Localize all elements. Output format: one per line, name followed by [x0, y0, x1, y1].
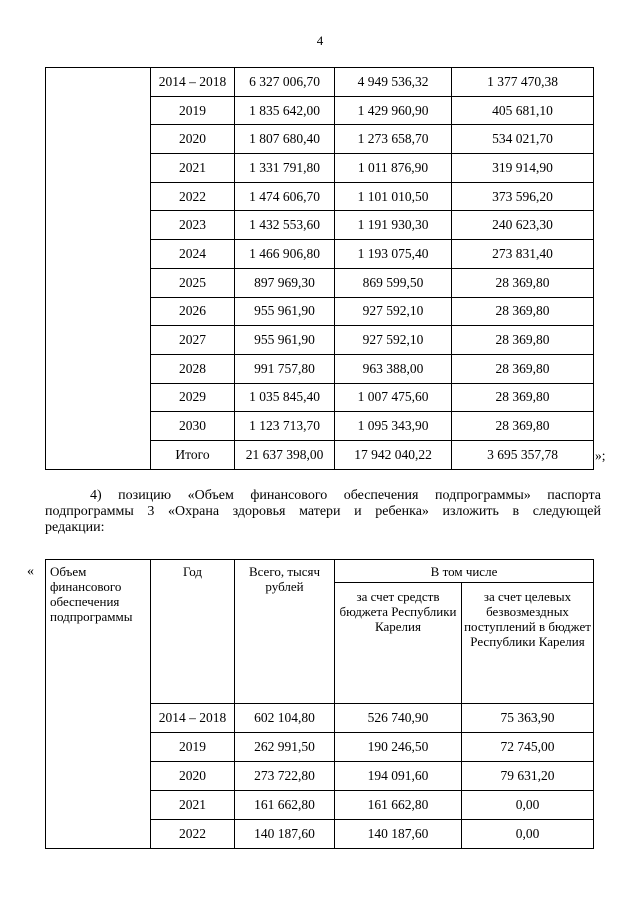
value-cell: 28 369,80	[452, 268, 594, 297]
value-cell: 21 637 398,00	[235, 440, 335, 469]
value-cell: 28 369,80	[452, 412, 594, 441]
value-cell: 927 592,10	[335, 326, 452, 355]
paragraph-line-2: подпрограммы 3 «Охрана здоровья матери и ребенка» изложить в следующей	[45, 504, 601, 519]
value-cell: 1 191 930,30	[335, 211, 452, 240]
value-cell: 0,00	[462, 791, 594, 820]
value-cell: 190 246,50	[335, 733, 462, 762]
financing-table-continued	[45, 67, 594, 470]
value-cell: 963 388,00	[335, 354, 452, 383]
year-cell: 2027	[151, 326, 235, 355]
value-cell: 927 592,10	[335, 297, 452, 326]
label-cell-empty	[46, 68, 151, 470]
page-number: 4	[316, 33, 324, 48]
value-cell: 1 007 475,60	[335, 383, 452, 412]
value-cell: 75 363,90	[462, 704, 594, 733]
value-cell: 240 623,30	[452, 211, 594, 240]
value-cell: 17 942 040,22	[335, 440, 452, 469]
year-cell: 2022	[151, 820, 235, 849]
value-cell: 602 104,80	[235, 704, 335, 733]
header-regional-budget: за счет средств бюджета Республики Карелия	[335, 583, 462, 704]
value-cell: 1 432 553,60	[235, 211, 335, 240]
header-gratuitous-receipts: за счет целевых безвозмездных поступлений в бюджет Республики Карелия	[462, 583, 594, 704]
year-cell: 2020	[151, 762, 235, 791]
value-cell: 319 914,90	[452, 154, 594, 183]
value-cell: 897 969,30	[235, 268, 335, 297]
year-cell: 2019	[151, 733, 235, 762]
year-cell: 2025	[151, 268, 235, 297]
year-cell: 2026	[151, 297, 235, 326]
header-year: Год	[151, 560, 235, 704]
value-cell: 526 740,90	[335, 704, 462, 733]
value-cell: 1 331 791,80	[235, 154, 335, 183]
value-cell: 6 327 006,70	[235, 68, 335, 97]
value-cell: 262 991,50	[235, 733, 335, 762]
value-cell: 28 369,80	[452, 326, 594, 355]
value-cell: 955 961,90	[235, 297, 335, 326]
value-cell: 1 035 845,40	[235, 383, 335, 412]
paragraph-line-3: редакции:	[45, 520, 105, 535]
year-cell: 2023	[151, 211, 235, 240]
value-cell: 161 662,80	[335, 791, 462, 820]
header-total: Всего, тысяч рублей	[235, 560, 335, 704]
value-cell: 273 831,40	[452, 240, 594, 269]
value-cell: 1 474 606,70	[235, 182, 335, 211]
financing-label-cell: Объем финансового обеспечения подпрограммы	[46, 560, 151, 849]
value-cell: 1 193 075,40	[335, 240, 452, 269]
year-cell: 2029	[151, 383, 235, 412]
value-cell: 373 596,20	[452, 182, 594, 211]
value-cell: 140 187,60	[335, 820, 462, 849]
header-including: В том числе	[335, 560, 594, 583]
opening-quote: «	[27, 564, 34, 579]
value-cell: 1 101 010,50	[335, 182, 452, 211]
value-cell: 1 466 906,80	[235, 240, 335, 269]
value-cell: 194 091,60	[335, 762, 462, 791]
year-cell: 2014 – 2018	[151, 68, 235, 97]
subprogram-3-financing-table	[45, 559, 594, 849]
value-cell: 1 123 713,70	[235, 412, 335, 441]
value-cell: 1 835 642,00	[235, 96, 335, 125]
year-cell: 2022	[151, 182, 235, 211]
value-cell: 1 429 960,90	[335, 96, 452, 125]
value-cell: 79 631,20	[462, 762, 594, 791]
value-cell: 1 095 343,90	[335, 412, 452, 441]
year-cell: Итого	[151, 440, 235, 469]
year-cell: 2019	[151, 96, 235, 125]
value-cell: 405 681,10	[452, 96, 594, 125]
value-cell: 1 807 680,40	[235, 125, 335, 154]
value-cell: 72 745,00	[462, 733, 594, 762]
value-cell: 1 273 658,70	[335, 125, 452, 154]
value-cell: 869 599,50	[335, 268, 452, 297]
year-cell: 2021	[151, 791, 235, 820]
value-cell: 161 662,80	[235, 791, 335, 820]
amendment-paragraph	[45, 488, 601, 536]
value-cell: 140 187,60	[235, 820, 335, 849]
year-cell: 2020	[151, 125, 235, 154]
value-cell: 955 961,90	[235, 326, 335, 355]
value-cell: 28 369,80	[452, 354, 594, 383]
value-cell: 1 377 470,38	[452, 68, 594, 97]
value-cell: 1 011 876,90	[335, 154, 452, 183]
closing-quote: »;	[595, 448, 606, 463]
year-cell: 2028	[151, 354, 235, 383]
year-cell: 2014 – 2018	[151, 704, 235, 733]
value-cell: 28 369,80	[452, 383, 594, 412]
year-cell: 2024	[151, 240, 235, 269]
value-cell: 28 369,80	[452, 297, 594, 326]
value-cell: 273 722,80	[235, 762, 335, 791]
value-cell: 4 949 536,32	[335, 68, 452, 97]
value-cell: 534 021,70	[452, 125, 594, 154]
value-cell: 3 695 357,78	[452, 440, 594, 469]
value-cell: 0,00	[462, 820, 594, 849]
value-cell: 991 757,80	[235, 354, 335, 383]
year-cell: 2030	[151, 412, 235, 441]
table-row	[46, 68, 594, 97]
year-cell: 2021	[151, 154, 235, 183]
paragraph-line-1: 4) позицию «Объем финансового обеспечения подпрограммы» паспорта	[90, 488, 601, 503]
